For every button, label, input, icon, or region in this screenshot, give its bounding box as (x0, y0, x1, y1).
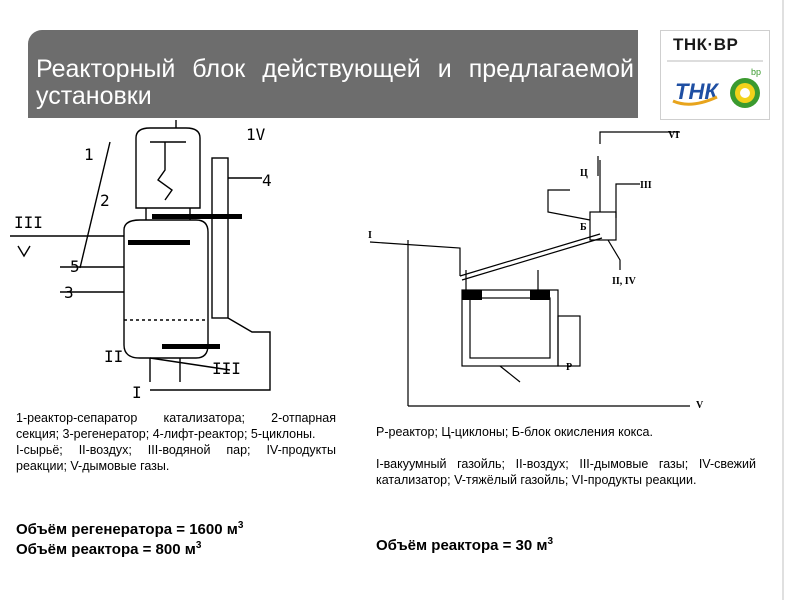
label-III-left: III (14, 213, 43, 232)
label-V: V (696, 400, 704, 411)
label-II-IV: II, IV (612, 276, 636, 287)
catalyst-line (548, 190, 590, 220)
logo-mark (661, 31, 769, 119)
label-VI: VI (668, 130, 680, 141)
regenerator-volume: Объём регенератора = 1600 $м^3$ (16, 520, 244, 538)
left-legend-equipment: 1-реактор-сепаратор катализатора; 2-отпарная секция; 3-регенератор; 4-лифт-реактор; 5-циклоны. (16, 411, 336, 441)
reactor-side (558, 316, 580, 366)
reactor-inner (470, 298, 550, 358)
company-logo (660, 30, 770, 120)
reactor-outlet (500, 366, 520, 382)
label-4: 4 (262, 171, 272, 190)
label-III-bottom: III (212, 359, 241, 378)
label-2: 2 (100, 191, 110, 210)
reactor-flange-1 (462, 290, 482, 300)
reactor-flange-2 (530, 290, 550, 300)
label-cyclones: Ц (580, 168, 588, 179)
right-legend (376, 424, 756, 488)
tnk-mark: ТНК (675, 79, 718, 104)
right-volume: Объём реактора = 30 $м^3$ (376, 536, 554, 554)
right-legend-streams: I-вакуумный газойль; II-воздух; III-дымовые газы; IV-свежий катализатор; V-тяжёлый газойль; VI-продукты реакции. (376, 457, 756, 487)
label-reactor-P: Р (566, 362, 573, 373)
label-I: I (132, 383, 142, 402)
logo-brand-text: ТНК·ВР (673, 35, 739, 54)
right-reactor-diagram (0, 120, 800, 420)
left-legend (16, 410, 336, 474)
left-volumes (16, 520, 243, 560)
feed-line-I (370, 242, 460, 276)
label-3: 3 (64, 283, 74, 302)
riser-line (460, 234, 600, 276)
reactor-volume-left: Объём реактора = 800 $м^3$ (16, 540, 202, 558)
right-legend-equipment: Р-реактор; Ц-циклоны; Б-блок окисления кокса. (376, 425, 653, 439)
label-block-B: Б (580, 222, 587, 233)
label-II: II (104, 347, 124, 366)
bp-text: bp (751, 67, 762, 77)
reactor-body (462, 290, 558, 366)
label-IV: 1V (246, 125, 266, 144)
label-5: 5 (70, 257, 80, 276)
label-III-right: III (640, 180, 652, 191)
flue-gas-line-III (616, 184, 640, 218)
label-I-right: I (368, 230, 372, 241)
bp-helios-inner (740, 88, 750, 98)
label-1: 1 (84, 145, 94, 164)
riser-line-2 (462, 238, 602, 280)
slide-title: Реакторный блок действующей и предлагаемой установки (36, 55, 634, 110)
air-line-II (608, 240, 620, 270)
left-legend-streams: I-сырьё; II-воздух; III-водяной пар; IV-продукты реакции; V-дымовые газы. (16, 443, 336, 473)
